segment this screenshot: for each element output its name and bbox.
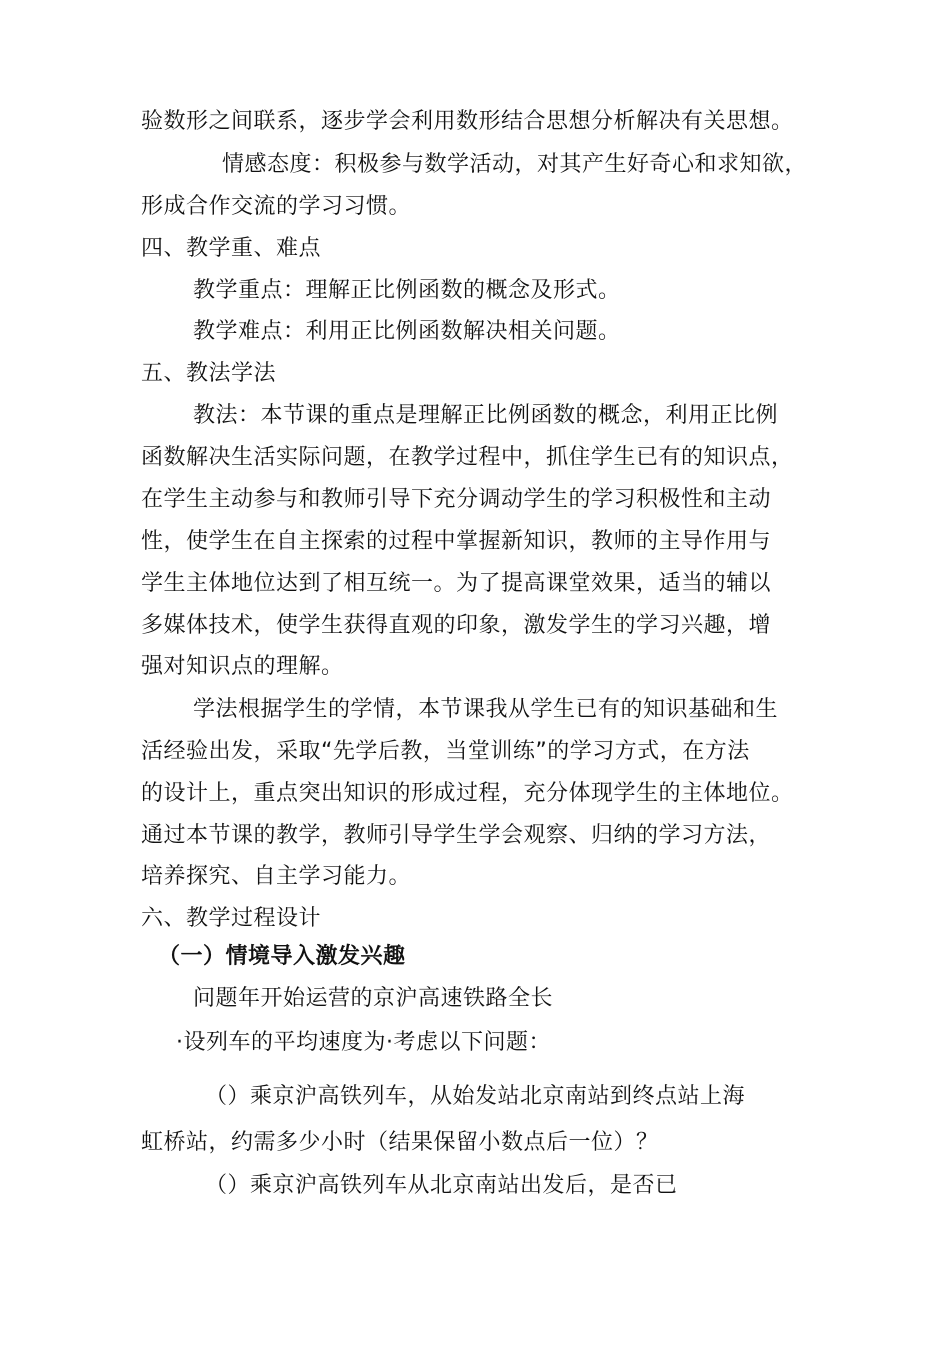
paragraph-line: 多媒体技术，使学生获得直观的印象，激发学生的学习兴趣，增	[141, 613, 772, 638]
paragraph-line: 教法：本节课的重点是理解正比例函数的概念，利用正比例	[193, 403, 779, 428]
question-line: （）乘京沪高铁列车从北京南站出发后，是否已	[205, 1173, 678, 1198]
section-heading: 六、教学过程设计	[141, 906, 322, 931]
problem-line: ·设列车的平均速度为·考虑以下问题：	[176, 1030, 551, 1055]
emotion-attitude-line: 情感态度：积极参与数学活动，对其产生好奇心和求知欲，	[222, 152, 808, 177]
teaching-difficulty-line: 教学难点：利用正比例函数解决相关问题。	[193, 319, 621, 344]
teaching-focus-line: 教学重点：理解正比例函数的概念及形式。	[193, 278, 621, 303]
paragraph-line: 性，使学生在自主探索的过程中掌握新知识，教师的主导作用与	[141, 529, 772, 554]
paragraph-line: 培养探究、自主学习能力。	[141, 864, 412, 889]
paragraph-line: 函数解决生活实际问题，在教学过程中，抓住学生已有的知识点，	[141, 445, 794, 470]
subsection-heading: （一）情境导入激发兴趣	[158, 944, 406, 969]
paragraph-line: 在学生主动参与和教师引导下充分调动学生的学习积极性和主动	[141, 487, 772, 512]
question-line: 虹桥站，约需多少小时（结果保留小数点后一位）？	[141, 1130, 659, 1155]
paragraph-line: 学法根据学生的学情，本节课我从学生已有的知识基础和生	[193, 697, 779, 722]
paragraph-line: 验数形之间联系，逐步学会利用数形结合思想分析解决有关思想。	[141, 109, 794, 134]
paragraph-line: 通过本节课的教学，教师引导学生学会观察、归纳的学习方法，	[141, 823, 772, 848]
paragraph-line: 形成合作交流的学习习惯。	[141, 194, 412, 219]
problem-line: 问题年开始运营的京沪高速铁路全长	[193, 986, 554, 1011]
section-heading: 五、教法学法	[141, 361, 277, 386]
section-heading: 四、教学重、难点	[141, 236, 322, 261]
question-line: （）乘京沪高铁列车，从始发站北京南站到终点站上海	[205, 1084, 746, 1109]
paragraph-line: 活经验出发，采取“先学后教，当堂训练”的学习方式，在方法	[141, 739, 750, 764]
paragraph-line: 强对知识点的理解。	[141, 654, 344, 679]
paragraph-line: 学生主体地位达到了相互统一。为了提高课堂效果，适当的辅以	[141, 571, 772, 596]
paragraph-line: 的设计上，重点突出知识的形成过程，充分体现学生的主体地位。	[141, 781, 794, 806]
